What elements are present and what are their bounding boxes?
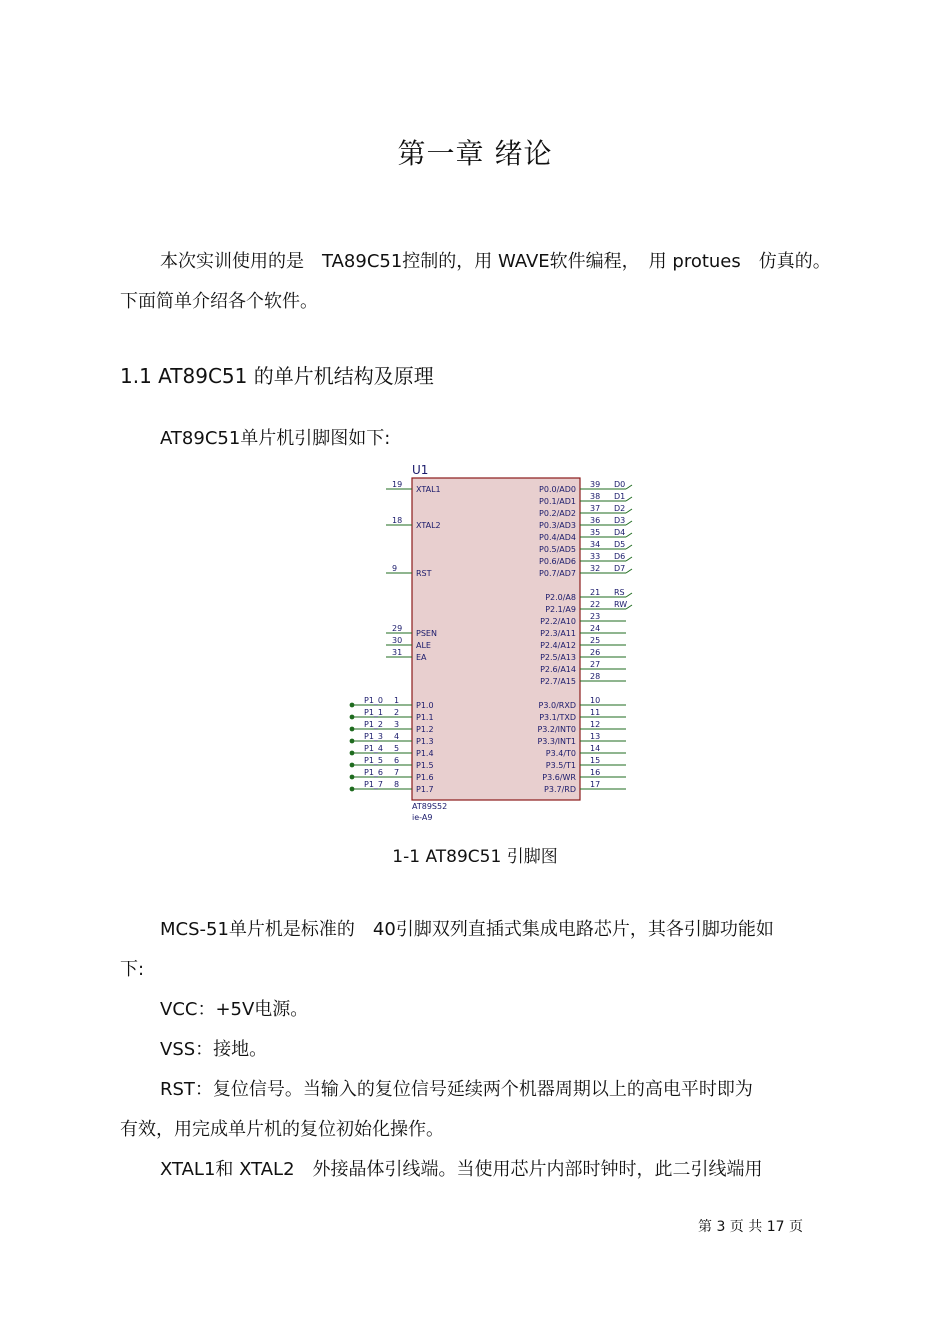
pin-number: 3 bbox=[394, 720, 400, 729]
net-label: D4 bbox=[614, 528, 626, 537]
pin-number: 36 bbox=[590, 516, 601, 525]
page-footer: 第 3 页 共 17 页 bbox=[698, 1219, 803, 1235]
pin-number: 30 bbox=[392, 636, 403, 645]
pin-label: P1.7 bbox=[416, 785, 434, 794]
vss-line: VSS：接地。 bbox=[160, 1039, 268, 1060]
pin-number: 33 bbox=[590, 552, 601, 561]
pin-label: P2.2/A10 bbox=[540, 617, 576, 626]
pin-number: 25 bbox=[590, 636, 601, 645]
intro-line-1: 本次实训使用的是 TA89C51控制的，用 WAVE软件编程， 用 protues 仿真的。 bbox=[160, 251, 831, 272]
net-label: P1_7 bbox=[364, 780, 384, 789]
net-label: P1_0 bbox=[364, 696, 384, 705]
pin-number: 8 bbox=[394, 780, 400, 789]
pin-number: 23 bbox=[590, 612, 601, 621]
pin-label: P3.3/INT1 bbox=[537, 737, 576, 746]
pin-label: P3.5/T1 bbox=[545, 761, 576, 770]
net-stub bbox=[626, 569, 632, 573]
pin-label: P2.4/A12 bbox=[540, 641, 576, 650]
net-label: D0 bbox=[614, 480, 626, 489]
pin-number: 22 bbox=[590, 600, 601, 609]
pin-number: 24 bbox=[590, 624, 601, 633]
pin-label: P3.6/WR bbox=[542, 773, 576, 782]
pin-label: ALE bbox=[416, 641, 431, 650]
pin-number: 21 bbox=[590, 588, 601, 597]
pin-label: P0.1/AD1 bbox=[539, 497, 576, 506]
pin-number: 39 bbox=[590, 480, 601, 489]
intro-line-2: 下面简单介绍各个软件。 bbox=[120, 291, 318, 312]
net-stub bbox=[626, 509, 632, 513]
pin-number: 28 bbox=[590, 672, 601, 681]
net-label: P1_4 bbox=[364, 744, 384, 753]
pin-label: P0.0/AD0 bbox=[539, 485, 576, 494]
pin-number: 2 bbox=[394, 708, 400, 717]
net-junction-dot bbox=[350, 739, 355, 744]
mcs-line-1: MCS-51单片机是标准的 40引脚双列直插式集成电路芯片，其各引脚功能如 bbox=[160, 919, 774, 940]
net-stub bbox=[626, 545, 632, 549]
figure-caption: 1-1 AT89C51 引脚图 bbox=[392, 847, 558, 867]
pin-label: P2.1/A9 bbox=[545, 605, 576, 614]
pin-label: P1.4 bbox=[416, 749, 434, 758]
net-junction-dot bbox=[350, 775, 355, 780]
pin-label: XTAL2 bbox=[416, 521, 441, 530]
net-stub bbox=[626, 593, 632, 597]
pin-label: P0.5/AD5 bbox=[539, 545, 576, 554]
pin-label: P2.5/A13 bbox=[540, 653, 576, 662]
pin-number: 14 bbox=[590, 744, 601, 753]
net-junction-dot bbox=[350, 787, 355, 792]
pin-label: P2.3/A11 bbox=[540, 629, 576, 638]
net-junction-dot bbox=[350, 703, 355, 708]
net-label: D6 bbox=[614, 552, 626, 561]
pin-number: 15 bbox=[590, 756, 601, 765]
net-label: D5 bbox=[614, 540, 626, 549]
chip-ref: U1 bbox=[412, 463, 429, 477]
pin-number: 5 bbox=[394, 744, 400, 753]
net-junction-dot bbox=[350, 715, 355, 720]
pin-label: P0.7/AD7 bbox=[539, 569, 576, 578]
net-stub bbox=[626, 557, 632, 561]
pin-number: 10 bbox=[590, 696, 601, 705]
pin-number: 6 bbox=[394, 756, 400, 765]
rst-line-1: RST：复位信号。当输入的复位信号延续两个机器周期以上的高电平时即为 bbox=[160, 1079, 753, 1100]
rst-line-2: 有效，用完成单片机的复位初始化操作。 bbox=[120, 1119, 444, 1140]
net-stub bbox=[626, 521, 632, 525]
section-heading: 1.1 AT89C51 的单片机结构及原理 bbox=[120, 364, 434, 388]
pin-label: EA bbox=[416, 653, 427, 662]
pin-number: 9 bbox=[392, 564, 398, 573]
pin-label: P0.2/AD2 bbox=[539, 509, 576, 518]
pin-number: 38 bbox=[590, 492, 601, 501]
net-label: P1_2 bbox=[364, 720, 384, 729]
pin-label: P0.6/AD6 bbox=[539, 557, 576, 566]
chapter-title: 第一章 绪论 bbox=[397, 137, 553, 170]
chip-part-sub: ie-A9 bbox=[412, 813, 433, 822]
net-label: D2 bbox=[614, 504, 626, 513]
pin-label: P3.7/RD bbox=[544, 785, 576, 794]
pin-label: P3.4/T0 bbox=[545, 749, 576, 758]
pin-number: 27 bbox=[590, 660, 601, 669]
pin-number: 1 bbox=[394, 696, 400, 705]
net-label: RW bbox=[614, 600, 628, 609]
pin-number: 13 bbox=[590, 732, 601, 741]
pin-label: P3.0/RXD bbox=[538, 701, 576, 710]
net-stub bbox=[626, 497, 632, 501]
pin-number: 11 bbox=[590, 708, 601, 717]
pin-number: 19 bbox=[392, 480, 403, 489]
pin-number: 35 bbox=[590, 528, 601, 537]
pinout-diagram bbox=[340, 458, 660, 828]
pin-label: P1.5 bbox=[416, 761, 434, 770]
pin-label: PSEN bbox=[416, 629, 437, 638]
pin-label: RST bbox=[416, 569, 432, 578]
pin-label: P0.4/AD4 bbox=[539, 533, 576, 542]
pin-label: P2.6/A14 bbox=[540, 665, 576, 674]
pin-number: 34 bbox=[590, 540, 601, 549]
pin-label: P2.0/A8 bbox=[545, 593, 576, 602]
pin-label: P1.2 bbox=[416, 725, 434, 734]
xtal-line-1: XTAL1和 XTAL2 外接晶体引线端。当使用芯片内部时钟时，此二引线端用 bbox=[160, 1159, 763, 1180]
net-stub bbox=[626, 533, 632, 537]
pin-number: 26 bbox=[590, 648, 601, 657]
pin-number: 31 bbox=[392, 648, 403, 657]
pin-number: 7 bbox=[394, 768, 400, 777]
net-label: D7 bbox=[614, 564, 626, 573]
vcc-line: VCC：+5V电源。 bbox=[160, 999, 309, 1020]
pin-label: XTAL1 bbox=[416, 485, 441, 494]
net-junction-dot bbox=[350, 751, 355, 756]
net-junction-dot bbox=[350, 763, 355, 768]
pin-label: P1.1 bbox=[416, 713, 434, 722]
pin-label: P3.2/INT0 bbox=[537, 725, 576, 734]
net-label: RS bbox=[614, 588, 625, 597]
pin-label: P2.7/A15 bbox=[540, 677, 576, 686]
pin-label: P3.1/TXD bbox=[539, 713, 576, 722]
chip-part: AT89S52 bbox=[412, 802, 448, 811]
pin-label: P1.3 bbox=[416, 737, 434, 746]
net-label: P1_6 bbox=[364, 768, 384, 777]
pin-number: 18 bbox=[392, 516, 403, 525]
pin-number: 12 bbox=[590, 720, 601, 729]
pin-number: 32 bbox=[590, 564, 601, 573]
net-junction-dot bbox=[350, 727, 355, 732]
net-label: P1_5 bbox=[364, 756, 384, 765]
figure-intro: AT89C51单片机引脚图如下: bbox=[160, 428, 391, 449]
net-label: D3 bbox=[614, 516, 626, 525]
pin-number: 4 bbox=[394, 732, 400, 741]
pin-number: 29 bbox=[392, 624, 403, 633]
pin-number: 17 bbox=[590, 780, 601, 789]
pin-number: 16 bbox=[590, 768, 601, 777]
pin-number: 37 bbox=[590, 504, 601, 513]
net-label: P1_3 bbox=[364, 732, 384, 741]
mcs-line-2: 下: bbox=[120, 959, 145, 980]
pin-label: P1.6 bbox=[416, 773, 434, 782]
net-stub bbox=[626, 485, 632, 489]
net-label: D1 bbox=[614, 492, 626, 501]
pin-label: P1.0 bbox=[416, 701, 434, 710]
pin-label: P0.3/AD3 bbox=[539, 521, 576, 530]
net-label: P1_1 bbox=[364, 708, 384, 717]
